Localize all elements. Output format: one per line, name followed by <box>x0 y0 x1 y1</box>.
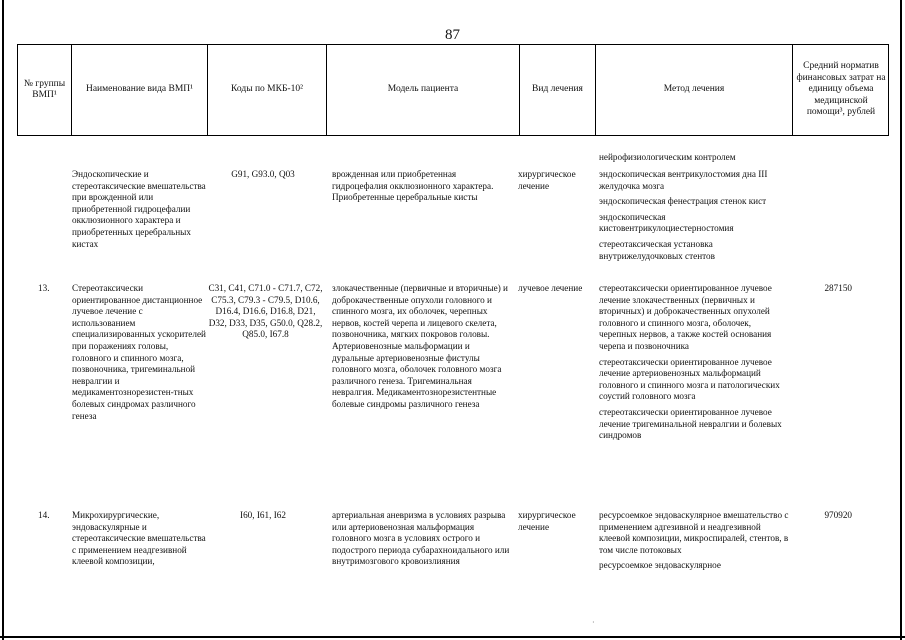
row-treatment-type: хирургическое лечение <box>518 510 576 532</box>
scan-border-bottom <box>0 636 905 638</box>
row-codes: I60, I61, I62 <box>240 510 286 520</box>
scan-speck: · <box>592 618 595 627</box>
row-number: 14. <box>38 510 50 520</box>
header-group: № группы ВМП¹ <box>23 78 66 100</box>
method-continuation: нейрофизиологическим контролем <box>599 152 736 162</box>
row-methods <box>599 169 789 262</box>
row-name: Стереотаксически ориентированное дистанционное лучевое лечение с использованием специализированных ускорителей при поражениях головы, головного и спинного мозга, позвоночника, тригеминальной невралгии и медикаментознорезистен-тных болевых синдромах различного генеза <box>72 283 206 421</box>
col-divider <box>888 44 889 136</box>
row-codes: C31, C41, C71.0 - C71.7, C72, C75.3, C79.3 - C79.5, D10.6, D16.4, D16.6, D16.8, D21, D32, D33, D35, G50.0, Q28.2, Q85.0, I67.8 <box>208 283 323 340</box>
row-cost: 287150 <box>824 283 852 293</box>
row-methods <box>599 283 789 442</box>
row-methods <box>599 510 789 572</box>
method-item: стереотаксически ориентированное лучевое лечение злокачественных (первичных и вторичных) и доброкачественных опухолей головного и спинного мозга, оболочек, черепных нервов, а также костей основания черепа и позвоночника <box>599 283 772 351</box>
method-item: стереотаксически ориентированное лучевое лечение тригеминальной невралгии и болевых синдромов <box>599 406 782 441</box>
method-item: стереотаксически ориентированное лучевое лечение артериовенозных мальформаций головного и спинного мозга и патологических соустий головного мозга <box>599 356 780 402</box>
scan-border-left <box>2 0 4 640</box>
row-codes: G91, G93.0, Q03 <box>231 169 295 179</box>
method-item: стереотаксическая установка внутрижелудочковых стентов <box>599 238 715 261</box>
method-item: эндоскопическая кистовентрикулоциестерностомия <box>599 211 734 234</box>
scan-border-right <box>900 0 902 640</box>
header-cost: Средний норматив финансовых затрат на единицу объема медицинской помощи³, рублей <box>796 61 886 118</box>
row-name: Микрохирургические, эндоваскулярные и стереотаксические вмешательства с применением неадгезивной клеевой композиции, <box>72 510 206 567</box>
row-cost: 970920 <box>824 510 852 520</box>
row-treatment-type: хирургическое лечение <box>518 169 576 191</box>
header-codes: Коды по МКБ-10² <box>231 84 303 95</box>
row-treatment-type: лучевое лечение <box>518 283 583 293</box>
page-number: 87 <box>445 27 460 43</box>
table-header <box>17 44 889 136</box>
header-model: Модель пациента <box>387 84 459 95</box>
method-item: эндоскопическая фенестрация стенок кист <box>599 196 767 207</box>
row-name: Эндоскопические и стереотаксические вмешательства при врожденной или приобретенной гидроцефалии окклюзионного характера и приобретенных церебральных кистах <box>72 169 206 249</box>
row-model: врожденная или приобретенная гидроцефалия окклюзионного характера. Приобретенные церебральные кисты <box>332 169 494 203</box>
row-model: злокачественные (первичные и вторичные) и доброкачественные опухоли головного и спинного мозга, их оболочек, черепных нервов, костей черепа и лицевого скелета, позвоночника, мягких покровов головы. Артериовенозные мальформации и дуральные артериовенозные фистулы головного мозга, оболочек головного мозга различного генеза. Тригеминальная невралгия. Медикаментознорезистентные болевые синдромы различного генеза <box>332 283 508 409</box>
col-divider <box>792 44 793 136</box>
row-number: 13. <box>38 283 50 293</box>
header-method: Метод лечения <box>663 84 725 95</box>
header-name: Наименование вида ВМП¹ <box>85 84 194 95</box>
method-item: ресурсоемкое эндоваскулярное вмешательство с применением адгезивной и неадгезивной клеевой композиции, микроспиралей, стентов, в том числе потоковых <box>599 510 789 555</box>
method-item: эндоскопическая вентрикулостомия дна III желудочка мозга <box>599 169 768 191</box>
row-model: артериальная аневризма в условиях разрыва или артериовенозная мальформация головного мозга в условиях острого и подострого периода субарахноидального или внутримозгового кровоизлияния <box>332 510 510 567</box>
header-type: Вид лечения <box>532 84 583 95</box>
method-item: ресурсоемкое эндоваскулярное <box>599 560 721 571</box>
